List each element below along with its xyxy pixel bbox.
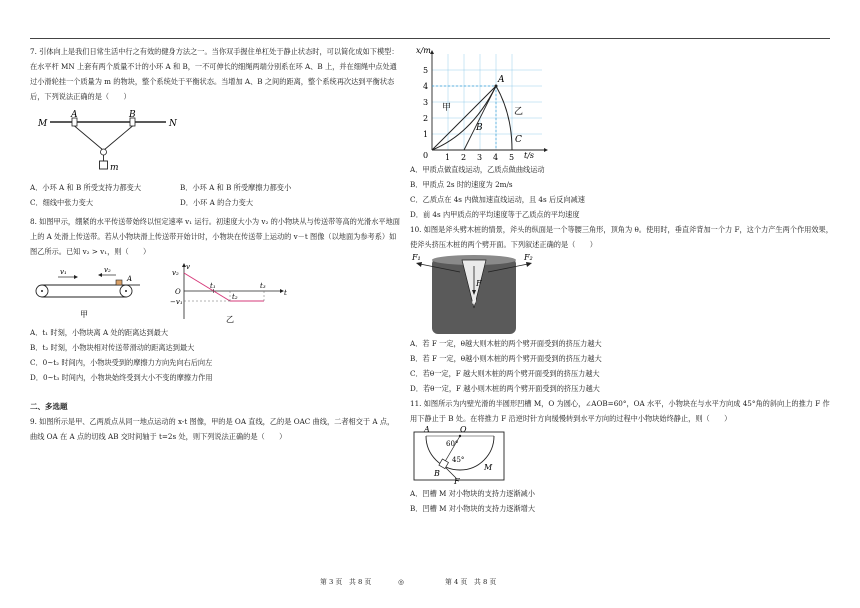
label-t2: t₂ xyxy=(232,293,238,301)
q10-option-b[interactable]: B．若 F 一定，θ越小则木桩的两个劈开面受到的挤压力越大 xyxy=(410,354,602,363)
q7-options-row2 xyxy=(30,195,400,210)
v1-arrowhead xyxy=(74,275,78,279)
center-o xyxy=(459,435,461,437)
q9-option-d[interactable]: D．前 4s 内甲质点的平均速度等于乙质点的平均速度 xyxy=(410,210,580,219)
label-t-axis: t xyxy=(284,289,287,297)
q9-option-c[interactable]: C．乙质点在 4s 内做加速直线运动，且 4s 后反向减速 xyxy=(410,195,585,204)
label-a-point: A xyxy=(127,275,133,283)
xtick-3: 3 xyxy=(477,153,483,162)
q9-text: 9. 如图所示是甲、乙两质点从同一地点运动的 x-t 图像，甲的是 OA 直线，乙的是 OAC 曲线，二者相交于 A 点，曲线 OA 在 A 点的切线 AB 交时间轴于 t=2s 处，则下列说法正确的是（ ） xyxy=(30,417,395,441)
q7-option-c[interactable]: C．细线中张力变大 xyxy=(30,198,94,207)
small-block xyxy=(116,280,122,285)
q8-option-c[interactable]: C．0~t₂ 时间内，小物块受到的摩擦力方向先向右后向左 xyxy=(30,358,213,367)
q7-options-row1 xyxy=(30,180,400,195)
t-axis-arrow xyxy=(544,148,548,152)
ytick-4: 4 xyxy=(423,82,429,91)
pulley xyxy=(101,149,107,155)
label-jia: 甲 xyxy=(442,103,452,113)
right-column xyxy=(410,44,834,516)
xtick-4: 4 xyxy=(493,153,499,162)
label-45: 45° xyxy=(452,456,465,464)
q10-option-c[interactable]: C．若θ一定，F 越大则木桩的两个劈开面受到的挤压力越大 xyxy=(410,369,600,378)
ytick-1: 1 xyxy=(423,130,429,139)
label-f1: F₁ xyxy=(412,253,421,262)
q10-option-d[interactable]: D．若θ一定，F 越小则木桩的两个劈开面受到的挤压力越大 xyxy=(410,384,600,393)
xtick-5: 5 xyxy=(509,153,515,162)
rope-right xyxy=(104,126,133,150)
q8-figure-jia xyxy=(30,261,140,321)
label-t-axis: t/s xyxy=(524,151,535,160)
label-m: M xyxy=(484,463,493,472)
q8-text: 8. 如图甲示，绷紧的水平传送带始终以恒定速率 v₁ 运行。初速度大小为 v₂ 的小物块从与传送带等高的光滑水平地面上的 A 处滑上传送带。若从小物块滑上传送带开始计时，小物块在传送带上运动的 v－t 图像（以地面为参考系）如图乙所示。已知 v₂ > v₁，则（ ） xyxy=(30,217,400,256)
q7-option-a[interactable]: A．小环 A 和 B 所受支持力都变大 xyxy=(30,183,142,192)
q11-text: 11. 如图所示为内壁光滑的半圆形凹槽 M，O 为圆心，∠AOB=60°，OA 水平，小物块在与水平方向成 45°角的斜向上的推力 F 作用下静止于 B 处。在将推力 F 沿逆时针方向缓慢转到水平方向的过程中小物块始终静止，则（ ） xyxy=(410,399,830,423)
ytick-0: 0 xyxy=(423,151,429,160)
label-m-rod: M xyxy=(38,119,48,129)
q7-option-d[interactable]: D．小环 A 的合力变大 xyxy=(180,198,254,207)
label-origin: O xyxy=(175,288,181,296)
q7-figure xyxy=(36,108,176,180)
label-x-axis: x/m xyxy=(416,46,431,55)
label-v1: v₁ xyxy=(60,268,67,276)
wheel-axle-right xyxy=(125,290,127,292)
q11-option-a[interactable]: A．凹槽 M 对小物块的支持力逐渐减小 xyxy=(410,489,535,498)
q9-option-a[interactable]: A．甲质点做直线运动，乙质点做曲线运动 xyxy=(410,165,545,174)
label-theta: θ xyxy=(472,298,477,306)
q8-figure-yi xyxy=(170,261,290,325)
q9-option-b[interactable]: B．甲质点 2s 时的速度为 2m/s xyxy=(410,180,513,189)
vt-line-decel xyxy=(184,273,230,301)
q8-option-a[interactable]: A．t₁ 时刻，小物块离 A 处的距离达到最大 xyxy=(30,328,169,337)
wheel-axle-left xyxy=(41,290,43,292)
page-number-right: 第 4 页 共 8 页 xyxy=(445,578,497,586)
q10-text: 10. 如图是斧头劈木桩的情景，斧头的纵面是一个等腰三角形，顶角为 θ。使用时，垂直斧背加一个力 F，这个力产生两个作用效果，使斧头挤压木桩的两个劈开面。下列叙述正确的是（ ） xyxy=(410,225,833,249)
label-a: A xyxy=(71,110,78,120)
force-f2-head xyxy=(526,262,532,267)
q8-option-d[interactable]: D．0~t₃ 时间内，小物块始终受到大小不变的摩擦力作用 xyxy=(30,373,213,382)
label-a: A xyxy=(424,425,430,434)
label-c: C xyxy=(515,135,522,145)
label-f: F xyxy=(476,279,482,288)
label-f: F xyxy=(454,477,460,486)
label-v2-axis: v₂ xyxy=(172,269,179,277)
label-n: N xyxy=(169,119,177,129)
caption-jia: 甲 xyxy=(80,310,88,319)
label-b: B xyxy=(129,110,136,120)
label-t3: t₃ xyxy=(260,282,266,290)
label-v-axis: v xyxy=(186,263,190,271)
label-f2: F₂ xyxy=(524,253,533,262)
label-o: O xyxy=(460,425,467,434)
q7-text: 7. 引体向上是我们日常生活中行之有效的健身方法之一。当你双手握住单杠处于静止状态时，可以简化成如下模型：在水平杆 MN 上套有两个质量不计的小环 A 和 B，一不可伸长的细绳两端分别系在环 A、B 上，并在细绳中点处通过小滑轮挂一个质量为 m 的物块，整个系统处于平衡状态。当增加 A、B 之间的距离，整个系统再次达到平衡状态后，下列说法正确的是（ ） xyxy=(30,47,399,101)
label-b: B xyxy=(476,123,483,133)
ytick-3: 3 xyxy=(423,98,429,107)
xtick-1: 1 xyxy=(445,153,451,162)
label-60: 60° xyxy=(446,440,459,448)
page-number-left: 第 3 页 共 8 页 xyxy=(320,578,372,586)
label-yi: 乙 xyxy=(514,107,524,117)
q7-option-b[interactable]: B．小环 A 和 B 所受摩擦力都变小 xyxy=(180,183,292,192)
rope-left xyxy=(75,126,104,150)
q11-figure xyxy=(412,426,512,486)
q10-figure xyxy=(412,252,542,336)
ytick-5: 5 xyxy=(423,66,429,75)
page-center-mark: ◎ xyxy=(398,578,404,586)
label-mass: m xyxy=(110,163,119,173)
force-f1-head xyxy=(416,262,422,267)
left-column xyxy=(30,44,400,444)
block-m xyxy=(100,161,108,169)
q8-figures xyxy=(30,261,400,325)
label-v2: v₂ xyxy=(104,266,111,274)
q11-option-b[interactable]: B．凹槽 M 对小物块的支持力逐渐增大 xyxy=(410,504,536,513)
caption-yi: 乙 xyxy=(226,315,234,324)
q9-figure xyxy=(412,44,562,162)
label-t1: t₁ xyxy=(210,282,216,290)
ytick-2: 2 xyxy=(423,114,429,123)
label-neg-v1: −v₁ xyxy=(170,298,183,306)
q8-option-b[interactable]: B．t₂ 时刻，小物块相对传送带滑动的距离达到最大 xyxy=(30,343,195,352)
label-b: B xyxy=(434,469,440,478)
v2-arrowhead xyxy=(98,273,102,277)
xtick-2: 2 xyxy=(461,153,467,162)
top-rule xyxy=(30,38,830,39)
q10-option-a[interactable]: A．若 F 一定，θ越大则木桩的两个劈开面受到的挤压力越大 xyxy=(410,339,602,348)
label-a: A xyxy=(498,75,505,85)
section-multi-choice: 二、多选题 xyxy=(30,402,68,411)
